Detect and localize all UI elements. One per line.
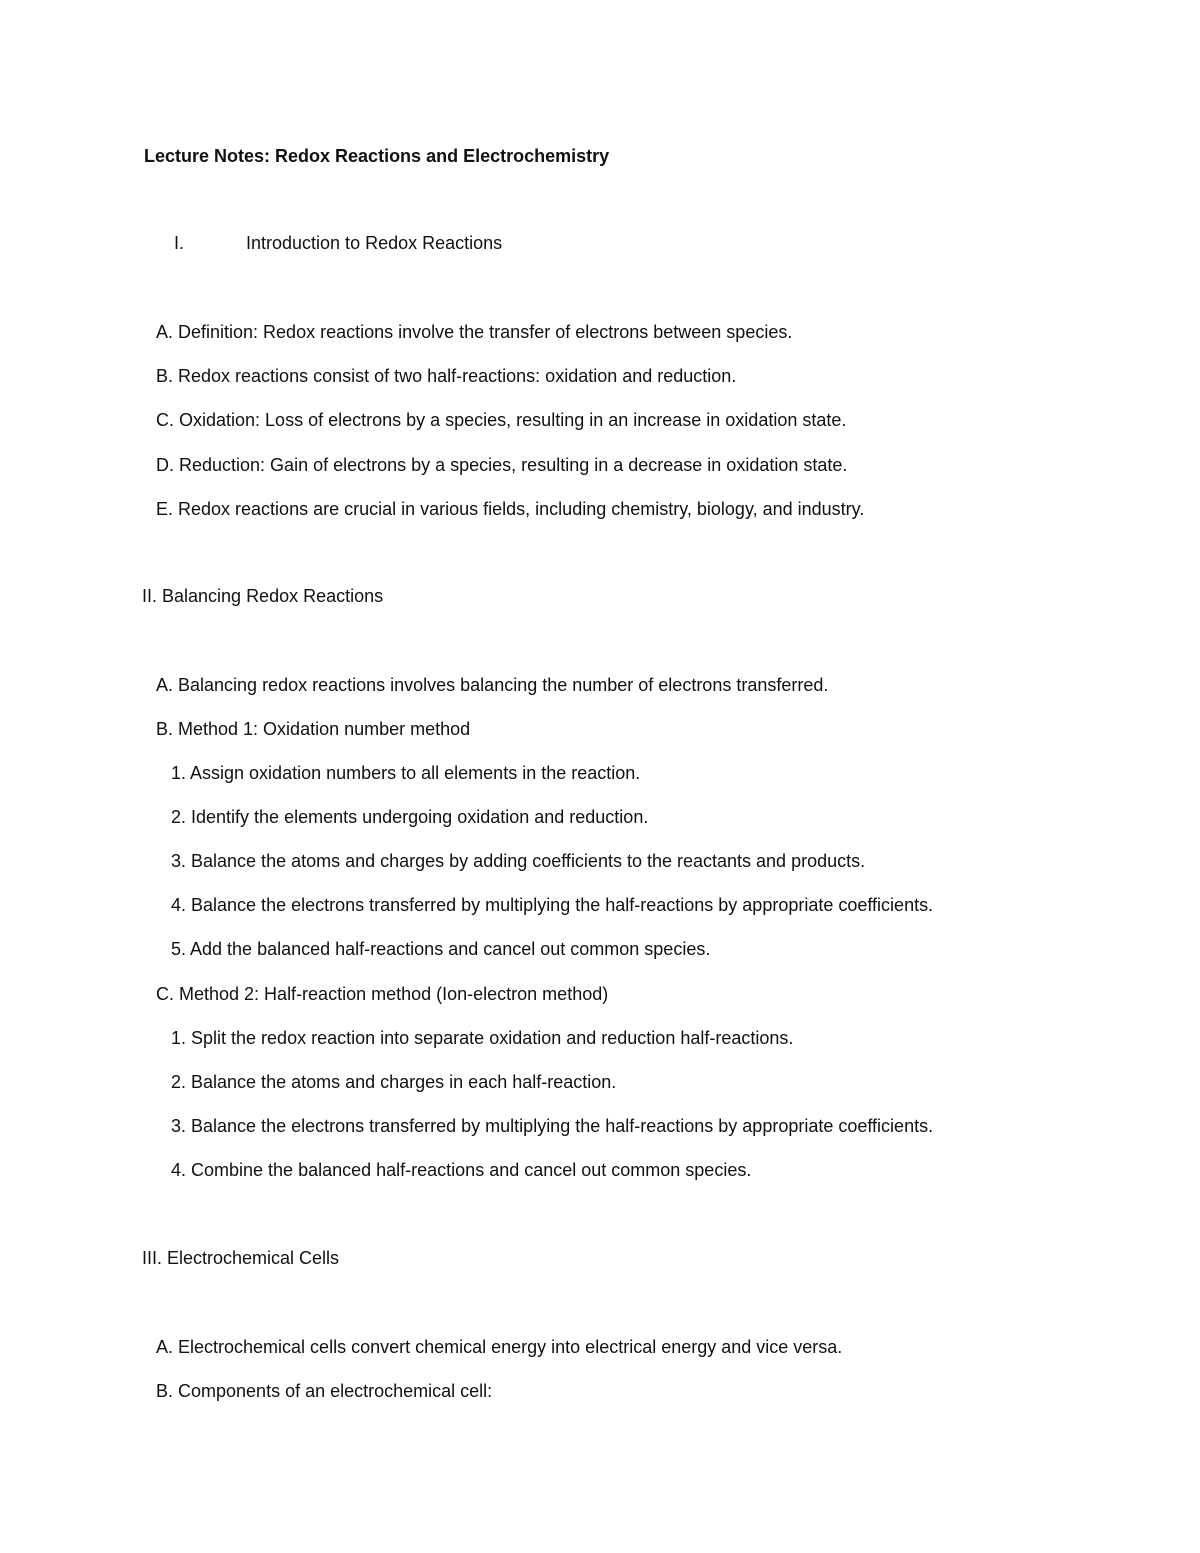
method1-step: 1. Assign oxidation numbers to all elements in the reaction. [171,763,641,783]
section3-heading: III. Electrochemical Cells [142,1248,340,1268]
section1-item: D. Reduction: Gain of electrons by a species, resulting in a decrease in oxidation state. [156,455,848,475]
method2-step: 4. Combine the balanced half-reactions and cancel out common species. [171,1160,752,1180]
section2-item: C. Method 2: Half-reaction method (Ion-electron method) [156,984,609,1004]
method1-step: 2. Identify the elements undergoing oxidation and reduction. [171,807,649,827]
section3-item: A. Electrochemical cells convert chemical energy into electrical energy and vice versa. [156,1337,843,1357]
section1-numeral: I. [174,233,185,253]
method2-step: 2. Balance the atoms and charges in each half-reaction. [171,1072,617,1092]
section3-item: B. Components of an electrochemical cell: [156,1381,493,1401]
section1-item: A. Definition: Redox reactions involve the transfer of electrons between species. [156,322,793,342]
section1-heading: Introduction to Redox Reactions [246,233,503,253]
section1-item: C. Oxidation: Loss of electrons by a species, resulting in an increase in oxidation state. [156,410,847,430]
section2-heading: II. Balancing Redox Reactions [142,586,384,606]
method2-step: 3. Balance the electrons transferred by multiplying the half-reactions by appropriate coefficients. [171,1116,934,1136]
section2-item: A. Balancing redox reactions involves balancing the number of electrons transferred. [156,675,829,695]
method1-step: 5. Add the balanced half-reactions and cancel out common species. [171,939,711,959]
section1-item: E. Redox reactions are crucial in various fields, including chemistry, biology, and industry. [156,499,865,519]
method2-step: 1. Split the redox reaction into separate oxidation and reduction half-reactions. [171,1028,794,1048]
method1-step: 4. Balance the electrons transferred by multiplying the half-reactions by appropriate coefficients. [171,895,934,915]
method1-step: 3. Balance the atoms and charges by adding coefficients to the reactants and products. [171,851,866,871]
section2-item: B. Method 1: Oxidation number method [156,719,471,739]
section1-item: B. Redox reactions consist of two half-reactions: oxidation and reduction. [156,366,737,386]
document-title: Lecture Notes: Redox Reactions and Electrochemistry [144,146,610,166]
